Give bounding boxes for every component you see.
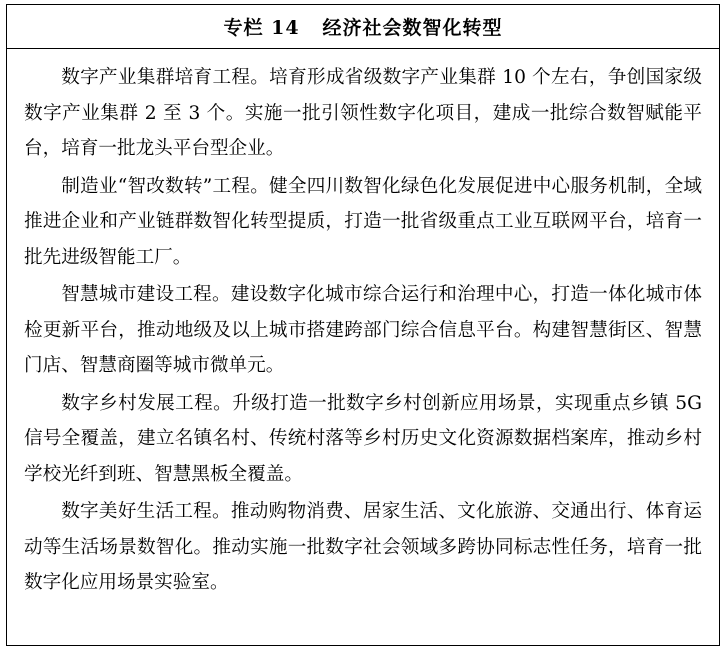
paragraph-2: 制造业“智改数转”工程。健全四川数智化绿色化发展促进中心服务机制，全域推进企业和产业链群数智化转型提质，打造一批省级重点工业互联网平台，培育一批先进级智能工厂。 [24, 175, 702, 268]
page-title: 专栏 14 经济社会数智化转型 [223, 17, 503, 39]
paragraph-1: 数字产业集群培育工程。培育形成省级数字产业集群 10 个左右，争创国家级数字产业集群 2 至 3 个。实施一批引领性数字化项目，建成一批综合数智赋能平台，培育一批龙头平台型企业。 [24, 67, 702, 159]
callout-body [7, 49, 719, 607]
paragraph-5: 数字美好生活工程。推动购物消费、居家生活、文化旅游、交通出行、体育运动等生活场景数智化。推动实施一批数字社会领域多跨协同标志性任务，培育一批数字化应用场景实验室。 [24, 501, 702, 593]
callout-box [6, 4, 720, 646]
paragraph-4: 数字乡村发展工程。升级打造一批数字乡村创新应用场景，实现重点乡镇 5G 信号全覆盖，建立名镇名村、传统村落等乡村历史文化资源数据档案库，推动乡村学校光纤到班、智慧黑板全覆盖。 [24, 392, 702, 485]
callout-title-row [7, 5, 719, 49]
paragraph-3: 智慧城市建设工程。建设数字化城市综合运行和治理中心，打造一体化城市体检更新平台，推动地级及以上城市搭建跨部门综合信息平台。构建智慧街区、智慧门店、智慧商圈等城市微单元。 [24, 284, 702, 376]
